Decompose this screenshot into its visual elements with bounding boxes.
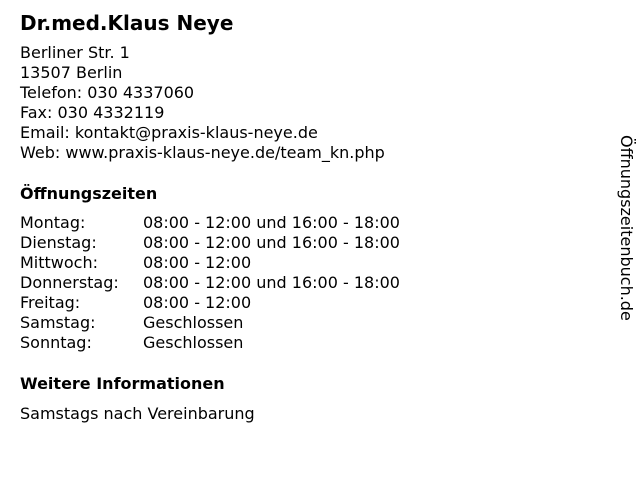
postal-city: 13507 Berlin bbox=[20, 63, 123, 82]
hours-row-thursday bbox=[20, 273, 400, 293]
day-hours: Geschlossen bbox=[143, 333, 244, 352]
phone-number: Telefon: 030 4337060 bbox=[20, 83, 195, 102]
opening-hours-table bbox=[20, 213, 400, 353]
day-label: Sonntag: bbox=[20, 333, 92, 352]
day-hours: 08:00 - 12:00 und 16:00 - 18:00 bbox=[143, 233, 400, 252]
fax-number: Fax: 030 4332119 bbox=[20, 103, 165, 122]
contact-block bbox=[20, 43, 385, 163]
brand-watermark: Öffnungszeitenbuch.de bbox=[617, 135, 636, 321]
day-hours: 08:00 - 12:00 bbox=[143, 253, 252, 272]
day-hours: 08:00 - 12:00 bbox=[143, 293, 252, 312]
email-address: Email: kontakt@praxis-klaus-neye.de bbox=[20, 123, 318, 142]
day-label: Dienstag: bbox=[20, 233, 97, 252]
day-label: Freitag: bbox=[20, 293, 81, 312]
day-label: Donnerstag: bbox=[20, 273, 119, 292]
hours-row-sunday bbox=[20, 333, 400, 353]
hours-row-wednesday bbox=[20, 253, 400, 273]
hours-row-monday bbox=[20, 213, 400, 233]
hours-row-tuesday bbox=[20, 233, 400, 253]
day-hours: Geschlossen bbox=[143, 313, 244, 332]
practice-name: Dr.med.Klaus Neye bbox=[20, 11, 234, 35]
day-label: Montag: bbox=[20, 213, 86, 232]
street-address: Berliner Str. 1 bbox=[20, 43, 130, 62]
day-label: Mittwoch: bbox=[20, 253, 98, 272]
opening-hours-heading: Öffnungszeiten bbox=[20, 184, 158, 203]
further-info-text: Samstags nach Vereinbarung bbox=[20, 404, 255, 423]
hours-row-saturday bbox=[20, 313, 400, 333]
further-info-heading: Weitere Informationen bbox=[20, 374, 225, 393]
day-hours: 08:00 - 12:00 und 16:00 - 18:00 bbox=[143, 273, 400, 292]
website-address: Web: www.praxis-klaus-neye.de/team_kn.php bbox=[20, 143, 385, 162]
day-hours: 08:00 - 12:00 und 16:00 - 18:00 bbox=[143, 213, 400, 232]
day-label: Samstag: bbox=[20, 313, 96, 332]
hours-row-friday bbox=[20, 293, 400, 313]
